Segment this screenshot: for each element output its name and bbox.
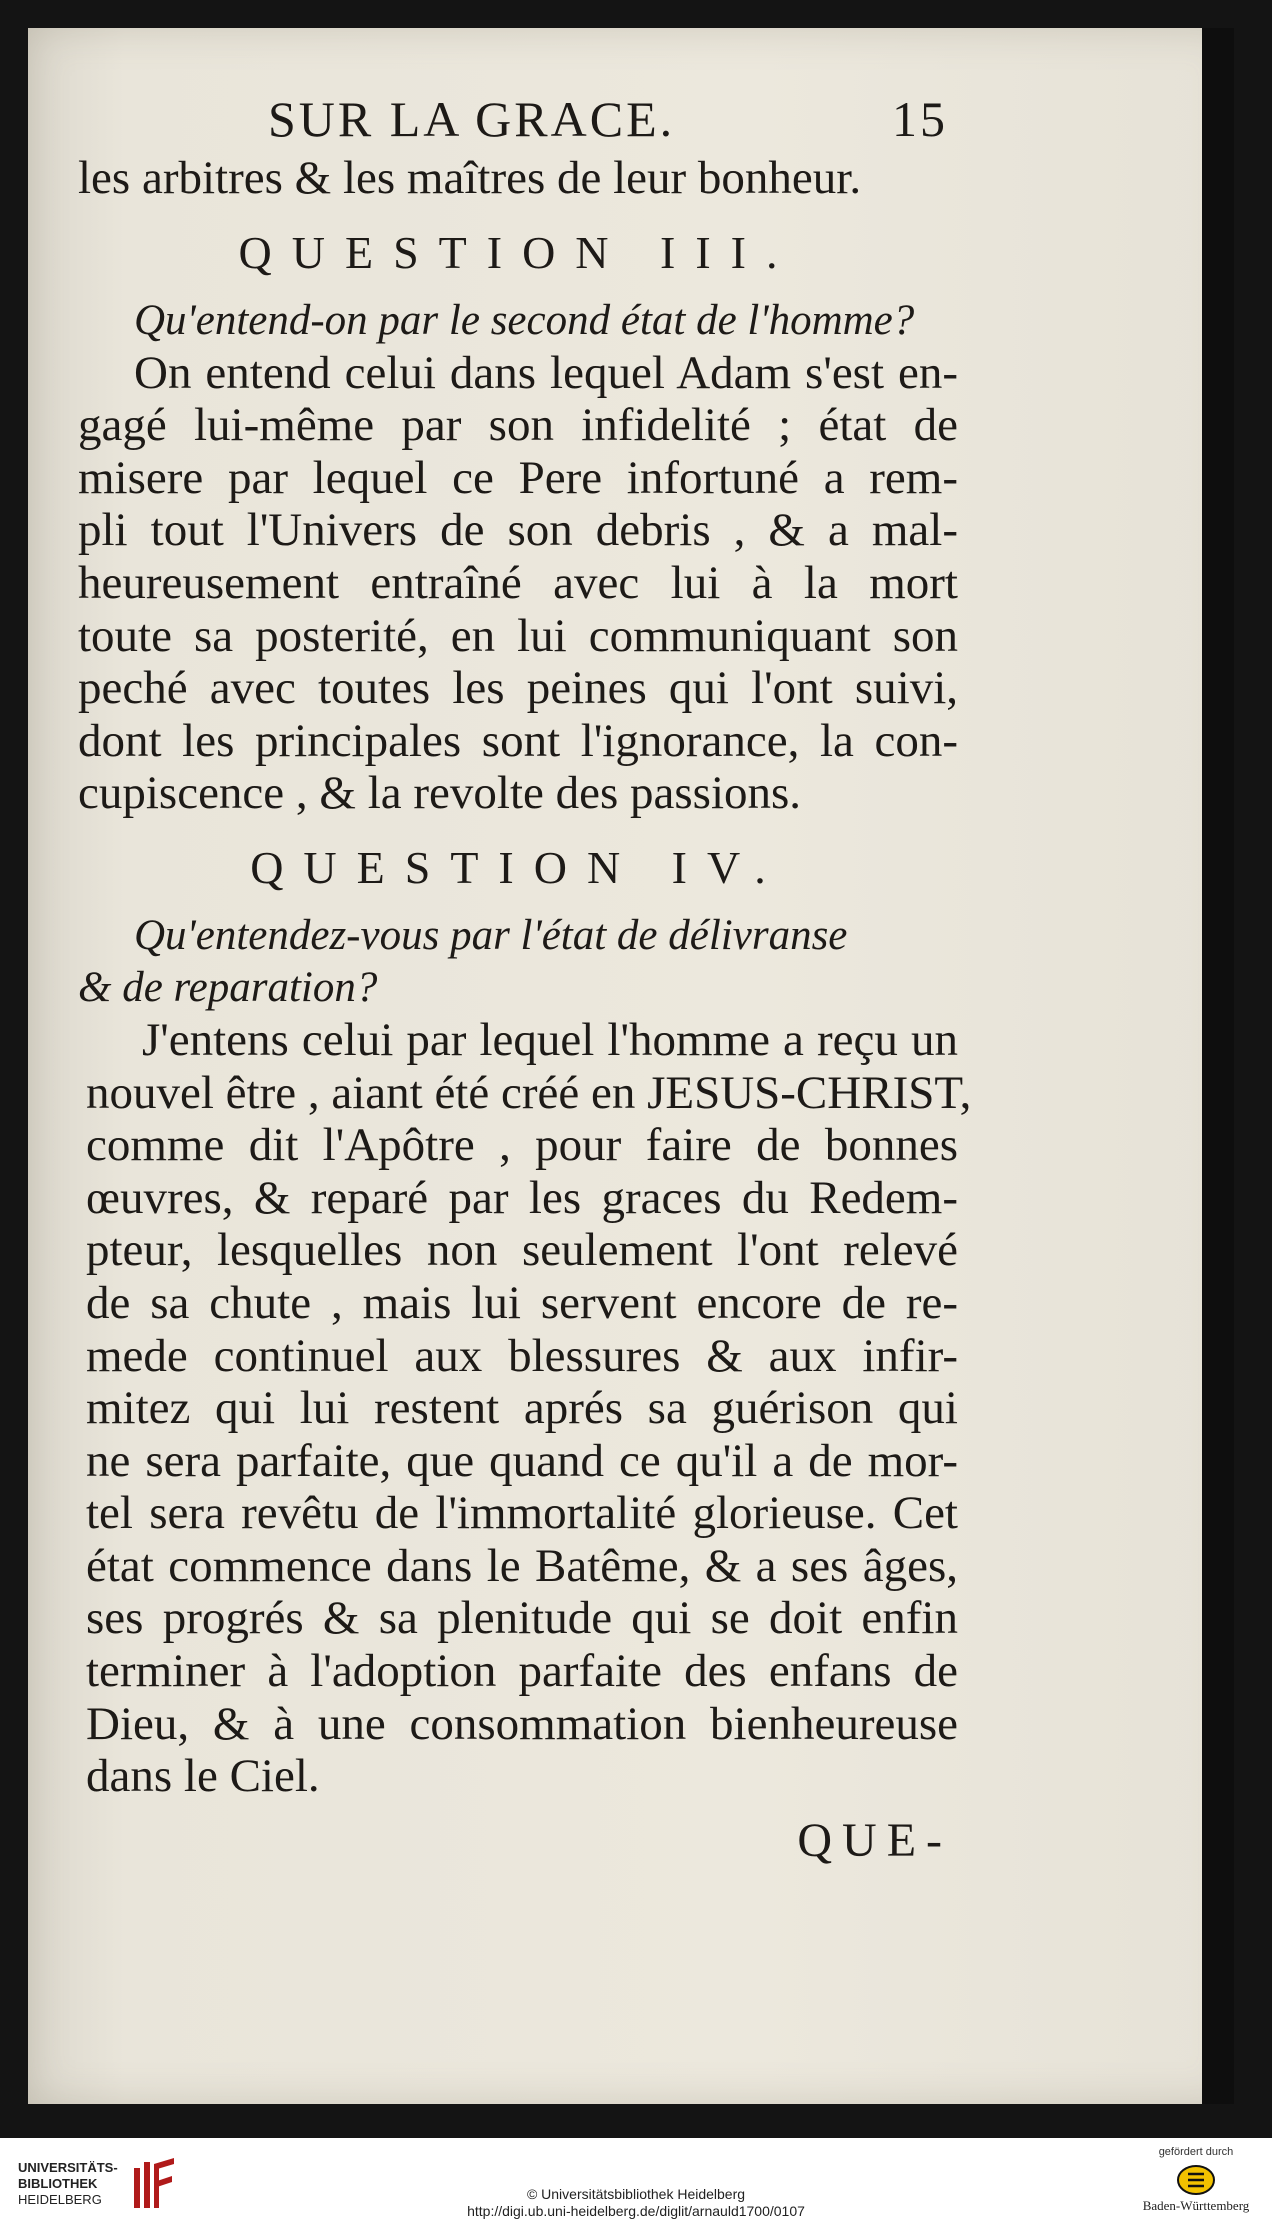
answer-line: cupiscence , & la revolte des passions. bbox=[78, 767, 802, 820]
running-head bbox=[78, 90, 958, 152]
funder-logo[interactable] bbox=[1136, 2146, 1256, 2214]
answer-line: pteur, lesquelles non seulement l'ont relevé bbox=[86, 1224, 958, 1277]
funded-by-label: gefördert durch bbox=[1158, 2146, 1234, 2158]
answer-line: état commence dans le Batême, & a ses âges, bbox=[86, 1539, 958, 1592]
question-3-answer bbox=[78, 347, 958, 820]
answer-line: pli tout l'Univers de son debris , & a mal- bbox=[78, 504, 958, 557]
page-text bbox=[78, 90, 972, 1868]
answer-line: peché avec toutes les peines qui l'ont suivi, bbox=[78, 662, 958, 715]
answer-line: terminer à l'adoption parfaite des enfans de bbox=[86, 1645, 958, 1698]
state-coat-of-arms-icon bbox=[1176, 2164, 1216, 2196]
answer-line: mitez qui lui restent aprés sa guérison qui bbox=[86, 1382, 958, 1435]
viewer-footer bbox=[0, 2138, 1272, 2228]
answer-line: tel sera revêtu de l'immortalité glorieuse. Cet bbox=[86, 1487, 958, 1540]
answer-line: nouvel être , aiant été créé en JESUS-CHRIST, bbox=[86, 1066, 972, 1119]
answer-line: heureusement entraîné avec lui à la mort bbox=[78, 556, 958, 609]
funder-name: Baden-Württemberg bbox=[1142, 2198, 1250, 2213]
answer-line: comme dit l'Apôtre , pour faire de bonnes bbox=[86, 1119, 958, 1172]
permalink[interactable]: http://digi.ub.uni-heidelberg.de/diglit/arnauld1700/0107 bbox=[467, 2203, 805, 2219]
question-4-prompt-line-2: & de reparation? bbox=[78, 963, 378, 1011]
answer-line: On entend celui dans lequel Adam s'est en- bbox=[134, 346, 958, 399]
answer-line: mede continuel aux blessures & aux infir- bbox=[86, 1329, 958, 1382]
answer-line: misere par lequel ce Pere infortuné a rem- bbox=[78, 451, 958, 504]
answer-line: toute sa posterité, en lui communiquant son bbox=[78, 609, 958, 662]
answer-line: J'entens celui par lequel l'homme a reçu un bbox=[142, 1013, 958, 1066]
answer-line: ne sera parfaite, que quand ce qu'il a de mor- bbox=[86, 1434, 958, 1487]
answer-line: œuvres, & reparé par les graces du Redem- bbox=[86, 1171, 958, 1224]
answer-line: ses progrés & sa plenitude qui se doit enfin bbox=[86, 1592, 958, 1645]
book-page bbox=[28, 28, 1234, 2104]
copyright-notice bbox=[0, 2186, 1272, 2220]
question-3-prompt: Qu'entend-on par le second état de l'homme? bbox=[134, 296, 915, 344]
page-number: 15 bbox=[892, 91, 948, 147]
question-4-prompt-line-1: Qu'entendez-vous par l'état de délivranse bbox=[134, 911, 848, 959]
question-3-heading: QUESTION III. bbox=[238, 226, 798, 278]
question-4-answer bbox=[78, 1013, 972, 1803]
library-name-line-1: UNIVERSITÄTS- bbox=[18, 2160, 118, 2175]
catchword: QUE- bbox=[797, 1813, 952, 1867]
library-name-line-2: BIBLIOTHEK bbox=[18, 2176, 98, 2191]
answer-line: dans le Ciel. bbox=[86, 1750, 320, 1803]
answer-line: dont les principales sont l'ignorance, la con- bbox=[78, 714, 958, 767]
question-4-heading: QUESTION IV. bbox=[250, 841, 786, 893]
opening-line: les arbitres & les maîtres de leur bonheur. bbox=[78, 152, 862, 204]
copyright-text: © Universitätsbibliothek Heidelberg bbox=[526, 2186, 746, 2202]
page-edge-shadow bbox=[1202, 28, 1234, 2104]
answer-line: de sa chute , mais lui servent encore de re- bbox=[86, 1276, 958, 1329]
library-name-line-3: HEIDELBERG bbox=[18, 2192, 102, 2207]
running-title: SUR LA GRACE. bbox=[268, 91, 676, 147]
answer-line: Dieu, & à une consommation bienheureuse bbox=[86, 1697, 958, 1750]
answer-line: gagé lui-même par son infidelité ; état de bbox=[78, 399, 958, 452]
